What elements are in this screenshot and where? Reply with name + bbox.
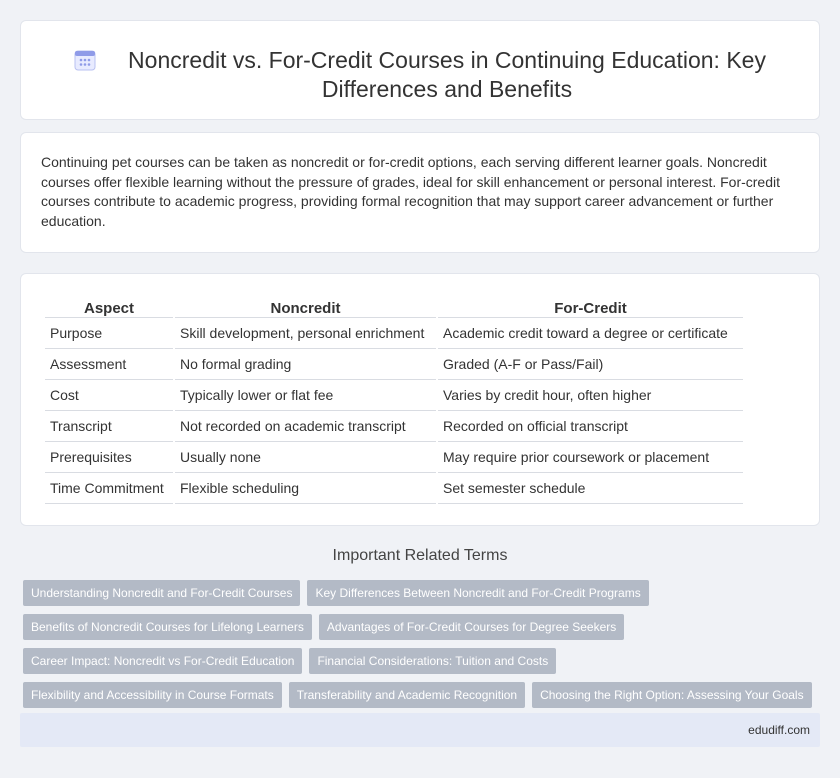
table-header-row xyxy=(45,296,743,318)
comparison-table-card xyxy=(20,273,820,526)
column-header: Noncredit xyxy=(175,296,436,318)
intro-text: Continuing pet courses can be taken as noncredit or for-credit options, each serving different learner goals. Noncredit courses offer flexible learning without the pressure of grades, ideal for skill enhancement or personal interest. For-credit courses contribute to academic progress, providing formal recognition that may support career advancement or further education. xyxy=(41,154,781,229)
table-cell: Time Commitment xyxy=(45,473,173,504)
table-cell: Graded (A-F or Pass/Fail) xyxy=(438,349,743,380)
related-term-link[interactable]: Advantages of For-Credit Courses for Degree Seekers xyxy=(319,614,624,640)
table-row xyxy=(45,380,743,411)
column-header: For-Credit xyxy=(438,296,743,318)
table-row xyxy=(45,411,743,442)
related-term-link[interactable]: Financial Considerations: Tuition and Costs xyxy=(309,648,556,674)
page-title: Noncredit vs. For-Credit Courses in Continuing Education: Key Differences and Benefits xyxy=(128,47,766,102)
table-cell: Cost xyxy=(45,380,173,411)
related-term-link[interactable]: Key Differences Between Noncredit and For-Credit Programs xyxy=(307,580,648,606)
table-cell: Transcript xyxy=(45,411,173,442)
table-cell: Academic credit toward a degree or certificate xyxy=(438,318,743,349)
related-term-link[interactable]: Career Impact: Noncredit vs For-Credit Education xyxy=(23,648,302,674)
table-cell: Prerequisites xyxy=(45,442,173,473)
intro-card xyxy=(20,132,820,253)
footer xyxy=(20,713,820,747)
table-cell: No formal grading xyxy=(175,349,436,380)
comparison-table xyxy=(43,296,745,504)
column-header: Aspect xyxy=(45,296,173,318)
calendar-icon xyxy=(73,48,97,72)
related-term-link[interactable]: Flexibility and Accessibility in Course Formats xyxy=(23,682,282,708)
footer-brand[interactable]: edudiff.com xyxy=(748,723,810,737)
related-term-link[interactable]: Choosing the Right Option: Assessing Your Goals xyxy=(532,682,812,708)
table-row xyxy=(45,473,743,504)
table-cell: Not recorded on academic transcript xyxy=(175,411,436,442)
table-cell: May require prior coursework or placement xyxy=(438,442,743,473)
related-terms-title: Important Related Terms xyxy=(332,547,508,564)
table-cell: Flexible scheduling xyxy=(175,473,436,504)
table-row xyxy=(45,318,743,349)
related-term-link[interactable]: Transferability and Academic Recognition xyxy=(289,682,525,708)
table-cell: Purpose xyxy=(45,318,173,349)
table-row xyxy=(45,442,743,473)
table-cell: Typically lower or flat fee xyxy=(175,380,436,411)
related-term-link[interactable]: Benefits of Noncredit Courses for Lifelong Learners xyxy=(23,614,312,640)
table-cell: Recorded on official transcript xyxy=(438,411,743,442)
table-cell: Varies by credit hour, often higher xyxy=(438,380,743,411)
table-cell: Assessment xyxy=(45,349,173,380)
header-card xyxy=(20,20,820,120)
table-cell: Set semester schedule xyxy=(438,473,743,504)
related-term-link[interactable]: Understanding Noncredit and For-Credit Courses xyxy=(23,580,300,606)
table-row xyxy=(45,349,743,380)
table-cell: Usually none xyxy=(175,442,436,473)
table-cell: Skill development, personal enrichment xyxy=(175,318,436,349)
